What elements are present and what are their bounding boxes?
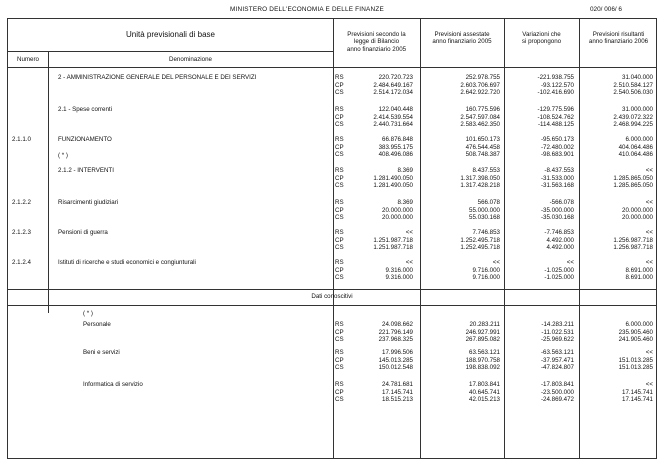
row-value: 2.439.072.322 (613, 113, 653, 121)
row-number: 2.1.2.2 (12, 199, 31, 206)
row-value: -31.563.168 (540, 182, 574, 190)
row-description: Beni e servizi (83, 349, 120, 356)
row-value: << (405, 229, 413, 236)
row-number: 2.1.1.0 (12, 136, 31, 143)
col-denominazione: Denominazione (169, 56, 212, 63)
row-value: -98.683.901 (540, 151, 574, 159)
row-value: 220.720.723 (378, 74, 413, 81)
row-value: 24.098.662 (382, 321, 413, 328)
col-legge-bilancio: Previsioni secondo la legge di Bilancio anno finanziario 2005 (346, 31, 407, 53)
row-value: -37.957.471 (540, 356, 574, 364)
row-value: 410.064.486 (618, 151, 653, 159)
row-value: -8.437.553 (544, 167, 574, 174)
row-value: 246.927.991 (465, 328, 500, 336)
row-value: 8.369 (397, 167, 413, 174)
row-description: Pensioni di guerra (58, 229, 108, 236)
divider (333, 19, 334, 458)
row-value: 24.781.681 (382, 381, 413, 388)
row-description: 2 - AMMINISTRAZIONE GENERALE DEL PERSONALE E DEI SERVIZI (58, 74, 257, 81)
row-value: -11.022.531 (541, 328, 574, 336)
row-value: 1.251.987.718 (373, 236, 413, 244)
row-value: 2.547.597.084 (460, 113, 500, 121)
row-description: Istituti di ricerche e studi economici e congiunturali (58, 259, 196, 266)
row-value: 1.317.428.218 (460, 182, 500, 190)
row-value: 122.040.448 (378, 106, 413, 113)
row-code: RS (335, 321, 344, 328)
row-value: 20.000.000 (622, 206, 653, 214)
row-value: 476.544.458 (465, 143, 500, 151)
row-value: -221.938.755 (537, 74, 574, 81)
divider (8, 51, 333, 52)
row-value: 2.540.506.030 (613, 89, 653, 97)
row-code: RS (335, 74, 344, 81)
row-code: CP (335, 236, 344, 244)
row-value: << (645, 199, 653, 206)
row-code: CS (335, 244, 344, 252)
row-value: 9.716.000 (472, 266, 500, 274)
row-value: 55.030.168 (469, 214, 500, 222)
row-value: 17.803.841 (469, 381, 500, 388)
row-value: 31.040.000 (622, 74, 653, 81)
row-value: 20.000.000 (382, 214, 413, 222)
row-description: 2.1 - Spese correnti (58, 106, 112, 113)
row-value: 2.484.649.167 (373, 81, 413, 89)
row-value: 566.078 (477, 199, 500, 206)
row-value: 17.996.506 (382, 349, 413, 356)
row-code: CP (335, 328, 344, 336)
row-value: 151.013.285 (618, 364, 653, 372)
row-value: << (645, 229, 653, 236)
row-value: 241.905.460 (618, 336, 653, 344)
row-value: 8.691.000 (625, 266, 653, 274)
page-title: MINISTERO DELL'ECONOMIA E DELLE FINANZE (230, 6, 384, 13)
row-value: << (645, 349, 653, 356)
row-value: 20.283.211 (469, 321, 500, 328)
row-value: 2.414.539.554 (373, 113, 413, 121)
row-value: 160.775.596 (465, 106, 500, 113)
row-value: 66.876.848 (382, 136, 413, 143)
row-value: 1.256.987.718 (613, 236, 653, 244)
row-value: 508.748.387 (465, 151, 500, 159)
row-value: -108.524.762 (537, 113, 574, 121)
row-value: 2.514.172.034 (373, 89, 413, 97)
row-code: CP (335, 206, 344, 214)
row-description: ( * ) (83, 310, 93, 317)
col-numero: Numero (16, 56, 39, 63)
col-variazioni: Variazioni che si propongono (521, 31, 562, 46)
row-value: 2.642.922.720 (460, 89, 500, 97)
row-value: 31.000.000 (622, 106, 653, 113)
row-code: CS (335, 89, 344, 97)
row-value: 1.281.490.050 (373, 174, 413, 182)
row-value: << (566, 259, 574, 266)
row-value: 2.440.731.664 (373, 121, 413, 129)
row-value: -114.488.125 (537, 121, 574, 129)
row-value: 17.145.741 (622, 396, 653, 404)
row-value: -24.869.472 (540, 396, 574, 404)
row-value: -72.480.002 (540, 143, 574, 151)
row-code: CS (335, 214, 344, 222)
row-code: CP (335, 81, 344, 89)
row-value: << (645, 381, 653, 388)
row-code: CP (335, 143, 344, 151)
row-value: 6.000.000 (625, 321, 653, 328)
row-value: 235.905.460 (618, 328, 653, 336)
row-value: 404.064.486 (618, 143, 653, 151)
row-value: -7.746.853 (544, 229, 574, 236)
divider (8, 305, 656, 306)
row-value: -25.969.622 (540, 336, 574, 344)
row-code: CS (335, 336, 344, 344)
row-value: -31.533.000 (540, 174, 574, 182)
section-dati-conoscitivi: Dati conoscitivi (311, 293, 353, 300)
row-value: 408.496.086 (378, 151, 413, 159)
row-value: 237.968.325 (378, 336, 413, 344)
row-value: -129.775.596 (537, 106, 574, 113)
row-code: CS (335, 274, 344, 282)
row-code: RS (335, 381, 344, 388)
row-value: 4.492.000 (546, 244, 574, 252)
row-code: RS (335, 349, 344, 356)
row-code: CS (335, 151, 344, 159)
row-value: 188.970.758 (465, 356, 500, 364)
row-value: -566.078 (549, 199, 574, 206)
row-value: -102.416.690 (537, 89, 574, 97)
row-code: RS (335, 229, 344, 236)
page-reference: 020/ 006/ 6 (590, 6, 622, 13)
row-value: 8.369 (397, 199, 413, 206)
row-value: 145.013.285 (378, 356, 413, 364)
row-value: 1.252.495.718 (460, 244, 500, 252)
row-value: -93.122.570 (540, 81, 574, 89)
row-value: 17.145.741 (622, 388, 653, 396)
row-code: RS (335, 136, 344, 143)
row-value: 17.145.741 (382, 388, 413, 396)
row-value: 101.650.173 (465, 136, 500, 143)
row-value: 20.000.000 (382, 206, 413, 214)
row-value: 150.012.548 (378, 364, 413, 372)
row-value: 267.895.082 (465, 336, 500, 344)
row-value: 252.978.755 (465, 74, 500, 81)
row-value: -35.000.000 (540, 206, 574, 214)
row-value: 9.716.000 (472, 274, 500, 282)
row-value: 2.468.994.225 (613, 121, 653, 129)
row-value: 8.691.000 (625, 274, 653, 282)
row-value: -17.803.841 (540, 381, 574, 388)
row-code: CP (335, 266, 344, 274)
row-value: 2.583.462.350 (460, 121, 500, 129)
row-value: 1.252.495.718 (460, 236, 500, 244)
row-value: -1.025.000 (544, 266, 574, 274)
row-value: 1.317.398.050 (460, 174, 500, 182)
row-value: 2.603.706.697 (460, 81, 500, 89)
row-value: << (645, 259, 653, 266)
row-value: 151.013.285 (618, 356, 653, 364)
row-code: RS (335, 106, 344, 113)
row-value: 40.645.741 (469, 388, 500, 396)
row-code: RS (335, 199, 344, 206)
row-description: Risarcimenti giudiziari (58, 199, 119, 206)
row-value: 2.510.584.127 (613, 81, 653, 89)
divider (48, 51, 49, 313)
divider (8, 67, 656, 68)
row-value: -95.650.173 (540, 136, 574, 143)
row-number: 2.1.2.4 (12, 259, 31, 266)
row-value: 383.955.175 (378, 143, 413, 151)
row-value: -63.563.121 (540, 349, 574, 356)
row-code: RS (335, 259, 344, 266)
row-code: CS (335, 182, 344, 190)
row-code: RS (335, 167, 344, 174)
row-value: -14.283.211 (541, 321, 574, 328)
row-value: -23.500.000 (540, 388, 574, 396)
col-assestate: Previsioni assestate anno finanziario 2005 (432, 31, 492, 46)
row-value: 8.437.553 (472, 167, 500, 174)
row-code: CS (335, 121, 344, 129)
row-value: 198.838.092 (465, 364, 500, 372)
row-value: 42.015.213 (469, 396, 500, 404)
row-value: 1.285.865.050 (613, 174, 653, 182)
row-number: 2.1.2.3 (12, 229, 31, 236)
row-value: 7.746.853 (472, 229, 500, 236)
row-code: CP (335, 113, 344, 121)
row-value: -35.030.168 (540, 214, 574, 222)
row-value: 1.281.490.050 (373, 182, 413, 190)
row-value: 221.796.149 (378, 328, 413, 336)
row-value: 1.285.865.050 (613, 182, 653, 190)
budget-table (7, 18, 657, 459)
col-risultanti: Previsioni risultanti anno finanziario 2006 (588, 31, 649, 46)
divider (8, 289, 656, 290)
row-value: << (645, 167, 653, 174)
row-code: CP (335, 388, 344, 396)
row-code: CS (335, 364, 344, 372)
row-value: 1.256.987.718 (613, 244, 653, 252)
row-value: -1.025.000 (544, 274, 574, 282)
row-value: 6.000.000 (625, 136, 653, 143)
row-value: 9.316.000 (385, 266, 413, 274)
row-value: 20.000.000 (622, 214, 653, 222)
row-value: 63.563.121 (469, 349, 500, 356)
row-value: 1.251.987.718 (373, 244, 413, 252)
row-code: CP (335, 174, 344, 182)
row-code: CS (335, 396, 344, 404)
row-value: -47.824.807 (540, 364, 574, 372)
row-description: ( * ) (58, 152, 68, 159)
row-value: 4.492.000 (546, 236, 574, 244)
row-value: << (405, 259, 413, 266)
row-value: 18.515.213 (382, 396, 413, 404)
row-description: FUNZIONAMENTO (58, 136, 112, 143)
table-title: Unità previsionali di base (126, 30, 215, 39)
row-description: Informatica di servizio (83, 381, 143, 388)
row-code: CP (335, 356, 344, 364)
row-value: 55.000.000 (469, 206, 500, 214)
row-value: 9.316.000 (385, 274, 413, 282)
row-description: 2.1.2 - INTERVENTI (58, 167, 114, 174)
row-description: Personale (83, 321, 111, 328)
row-value: << (492, 259, 500, 266)
